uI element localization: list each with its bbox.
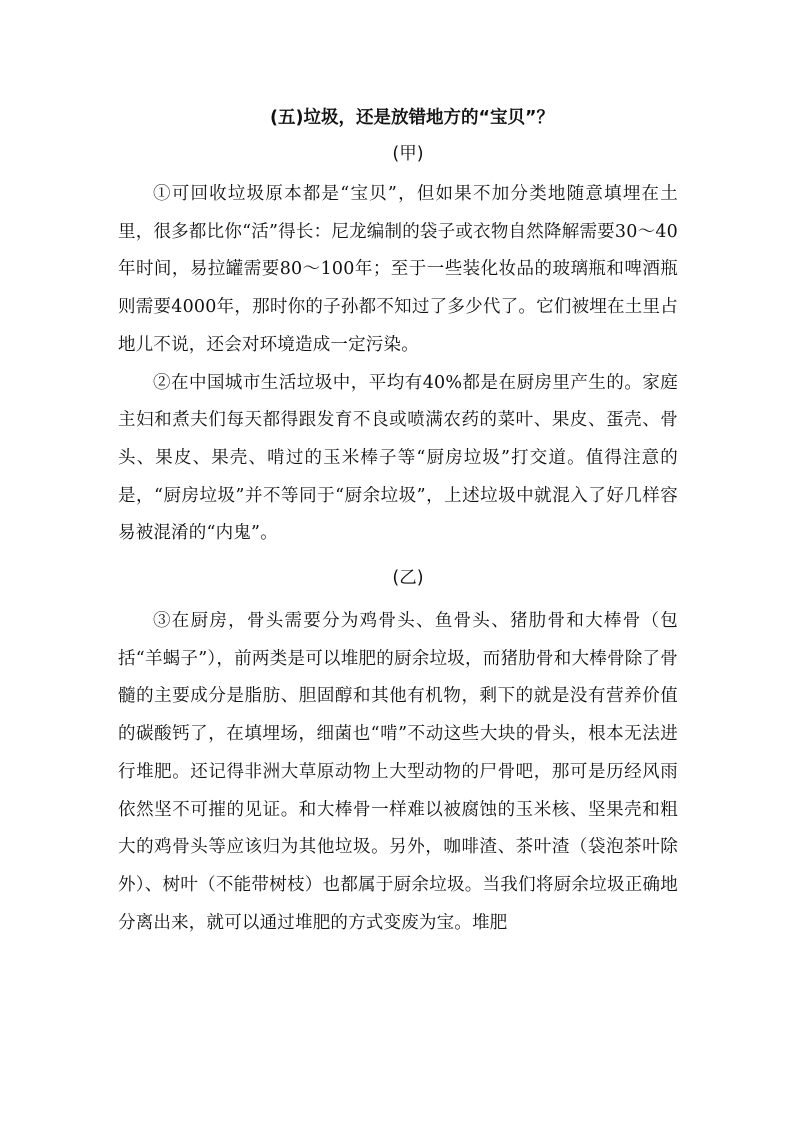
paragraph-2: ②在中国城市生活垃圾中，平均有40%都是在厨房里产生的。家庭主妇和煮夫们每天都得跟发育不良或喷满农药的菜叶、果皮、蛋壳、骨头、果皮、果壳、啃过的玉米棒子等“厨房垃圾”打交道。值得注意的是，“厨房垃圾”并不等同于“厨余垃圾”，上述垃圾中就混入了好几样容易被混淆的“内鬼”。 xyxy=(118,372,678,544)
document-title: (五)垃圾，还是放错地方的“宝贝”？ xyxy=(270,108,554,128)
paragraph-3: ③在厨房，骨头需要分为鸡骨头、鱼骨头、猪肋骨和大棒骨（包括“羊蝎子”），前两类是可以堆肥的厨余垃圾，而猪肋骨和大棒骨除了骨髓的主要成分是脂肪、胆固醇和其他有机物，剩下的就是没有营养价值的碳酸钙了，在填埋场，细菌也“啃”不动这些大块的骨头，根本无法进行堆肥。还记得非洲大草原动物上大型动物的尸骨吧，那可是历经风雨依然坚不可摧的见证。和大棒骨一样难以被腐蚀的玉米核、坚果壳和粗大的鸡骨头等应该归为其他垃圾。另外，咖啡渣、茶叶渣（袋泡茶叶除外）、树叶（不能带树枝）也都属于厨余垃圾。当我们将厨余垃圾正确地分离出来，就可以通过堆肥的方式变废为宝。堆肥 xyxy=(118,611,678,933)
section-heading-jia: (甲) xyxy=(392,144,424,164)
document-page xyxy=(118,100,678,942)
section-heading-yi: (乙) xyxy=(392,568,424,589)
paragraph-1: ①可回收垃圾原本都是“宝贝”，但如果不加分类地随意填埋在土里，很多都比你“活”得长：尼龙编制的袋子或衣物自然降解需要30～40年时间，易拉罐需要80～100年；至于一些装化妆品的玻璃瓶和啤酒瓶则需要4000年，那时你的子孙都不知过了多少代了。它们被埋在土里占地儿不说，还会对环境造成一定污染。 xyxy=(118,184,678,355)
